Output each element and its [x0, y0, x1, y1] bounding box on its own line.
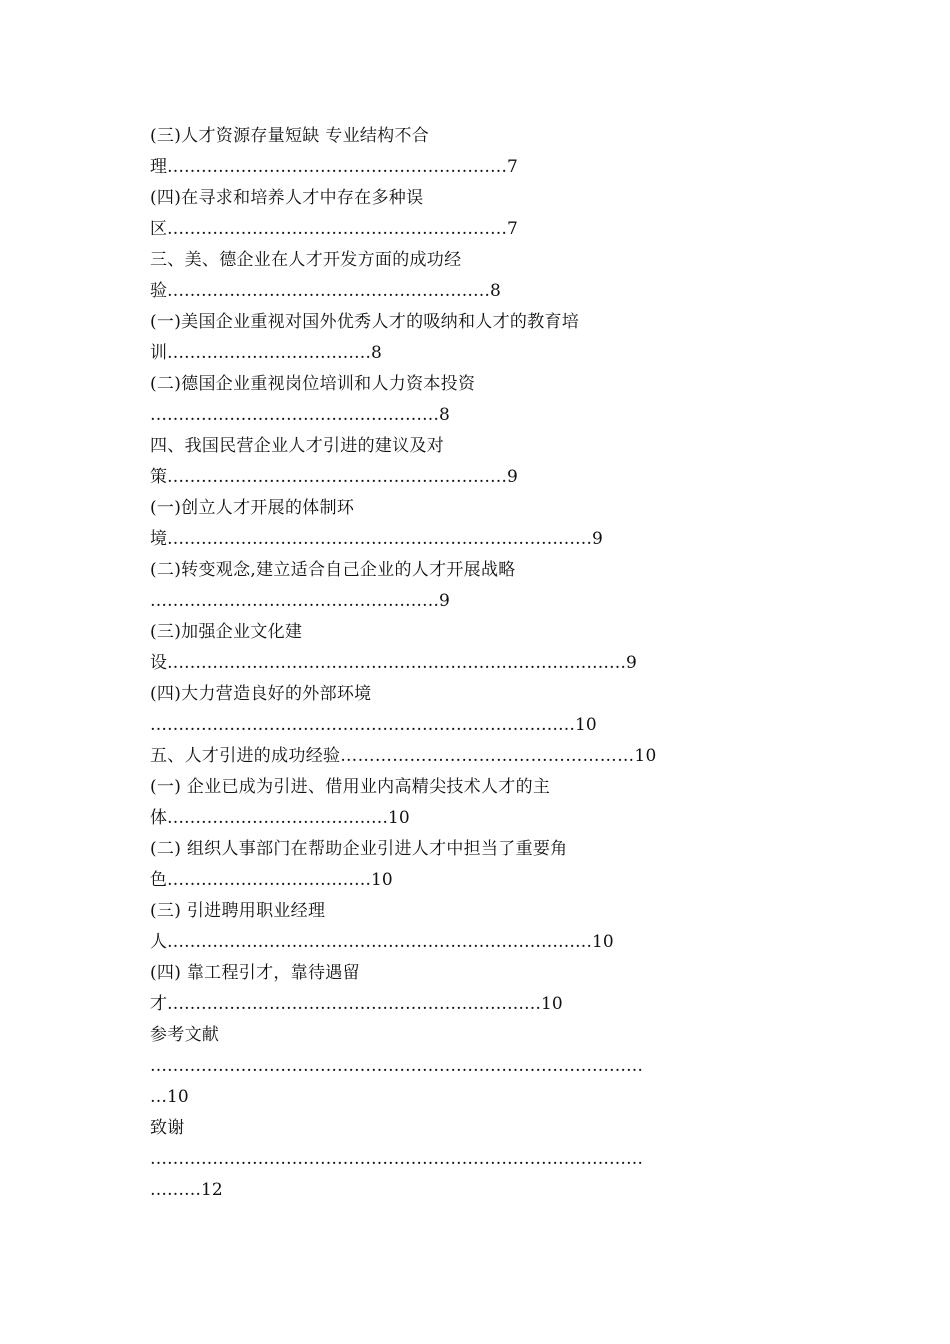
toc-line: 色………………………………10	[150, 870, 393, 890]
toc-line: ……………………………………………9	[150, 591, 450, 611]
toc-line: 三、美、德企业在人才开发方面的成功经	[150, 250, 462, 270]
toc-line: (四) 靠工程引才，靠待遇留	[150, 963, 360, 983]
toc-line: 策……………………………………………………9	[150, 467, 518, 487]
toc-line: (三) 引进聘用职业经理	[150, 901, 326, 921]
toc-line: (二) 组织人事部门在帮助企业引进人才中担当了重要角	[150, 839, 568, 859]
toc-line: (四)在寻求和培养人才中存在多种误	[150, 188, 424, 208]
toc-line: ……………………………………………8	[150, 405, 450, 425]
toc-line: (四)大力营造良好的外部环境	[150, 684, 372, 704]
toc-line: 理……………………………………………………7	[150, 157, 518, 177]
toc-line: …………………………………………………………………10	[150, 715, 597, 735]
toc-line: 验…………………………………………………8	[150, 281, 501, 301]
toc-line: ………12	[150, 1180, 223, 1200]
toc-line: (一) 企业已成为引进、借用业内高精尖技术人才的主	[150, 777, 551, 797]
toc-line: 区……………………………………………………7	[150, 219, 518, 239]
toc-line: 才…………………………………………………………10	[150, 994, 563, 1014]
toc-line: (一)创立人才开展的体制环	[150, 498, 355, 518]
toc-line: (二)德国企业重视岗位培训和人力资本投资	[150, 374, 476, 394]
toc-line: 人…………………………………………………………………10	[150, 932, 614, 952]
toc-line: 训………………………………8	[150, 343, 382, 363]
toc-line: 四、我国民营企业人才引进的建议及对	[150, 436, 445, 456]
toc-line: 五、人才引进的成功经验……………………………………………10	[150, 746, 657, 766]
toc-line: (二)转变观念,建立适合自己企业的人才开展战略	[150, 560, 516, 580]
toc-line: (三)人才资源存量短缺 专业结构不合	[150, 126, 430, 146]
toc-line: 参考文献	[150, 1025, 220, 1045]
table-of-contents	[150, 121, 790, 1206]
toc-line: (一)美国企业重视对国外优秀人才的吸纳和人才的教育培	[150, 312, 580, 332]
toc-line: (三)加强企业文化建	[150, 622, 303, 642]
toc-line: …10	[150, 1087, 189, 1107]
toc-line: 致谢	[150, 1118, 185, 1138]
toc-line: 体…………………………………10	[150, 808, 410, 828]
toc-line: ……………………………………………………………………………	[150, 1056, 643, 1076]
toc-line: 境…………………………………………………………………9	[150, 529, 603, 549]
toc-line: 设………………………………………………………………………9	[150, 653, 637, 673]
toc-line: ……………………………………………………………………………	[150, 1149, 643, 1169]
